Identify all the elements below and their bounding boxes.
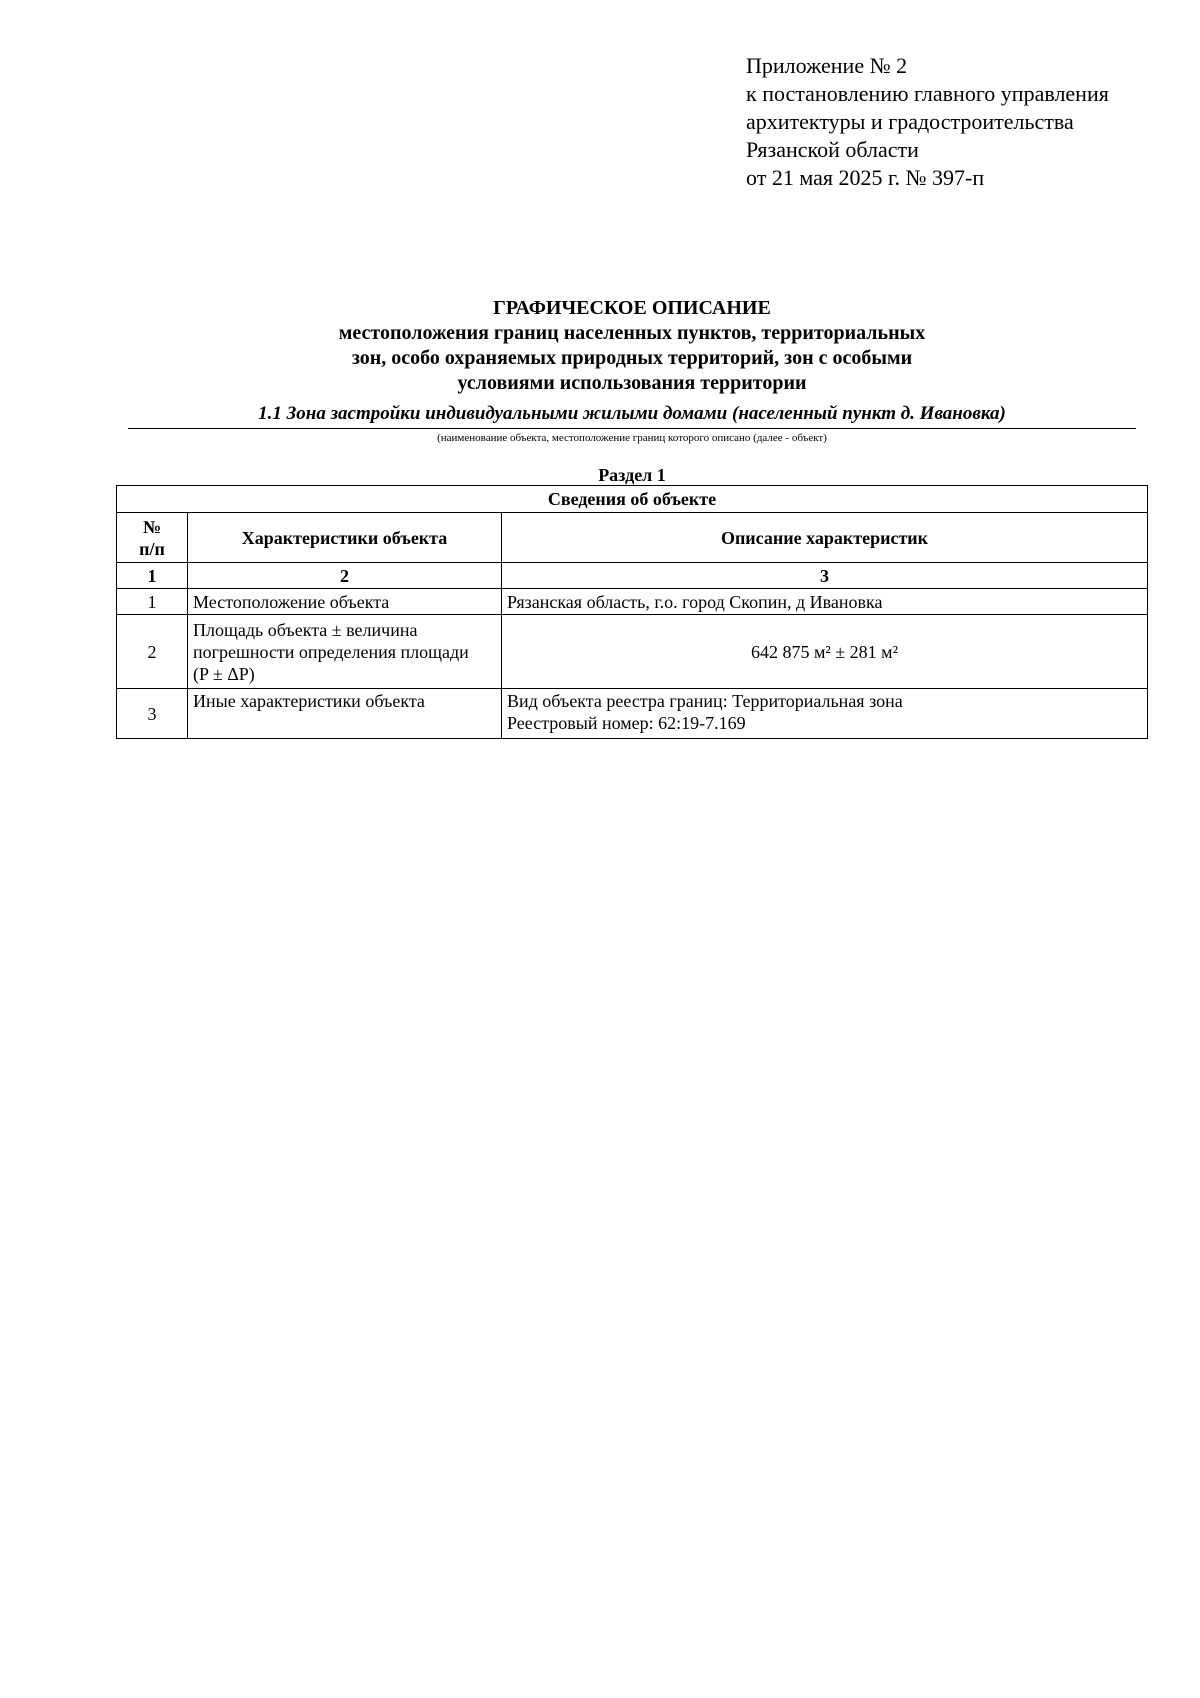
row-description-line-1: Вид объекта реестра границ: Территориальная зона	[507, 691, 903, 711]
row-description	[502, 689, 1148, 739]
header-num	[117, 513, 188, 563]
header-num-line-1: №	[142, 516, 162, 537]
row-num: 2	[117, 615, 188, 689]
table-row	[117, 615, 1148, 689]
row-characteristic	[188, 615, 502, 689]
row-characteristic-line-3: (P ± ΔP)	[193, 663, 255, 684]
document-title: ГРАФИЧЕСКОЕ ОПИСАНИЕ	[493, 297, 771, 319]
table-header-row	[117, 513, 1148, 563]
table-row	[117, 589, 1148, 615]
appendix-region: Рязанской области	[746, 137, 919, 162]
header-characteristics: Характеристики объекта	[188, 513, 502, 563]
row-description: 642 875 м² ± 281 м²	[502, 615, 1148, 689]
document-heading	[130, 296, 1134, 396]
document-subtitle-line-1: местоположения границ населенных пунктов, территориальных	[338, 322, 926, 344]
appendix-number: Приложение № 2	[746, 53, 908, 78]
document-subtitle-line-3: условиями использования территории	[457, 372, 807, 394]
object-info-table	[116, 485, 1148, 739]
row-characteristic-line-2: погрешности определения площади	[193, 641, 469, 662]
row-characteristic-line-1: Площадь объекта ± величина	[193, 619, 418, 640]
appendix-header	[746, 52, 1186, 192]
column-number-2: 2	[188, 563, 502, 589]
appendix-date: от 21 мая 2025 г. № 397-п	[746, 165, 985, 190]
section-title: Раздел 1	[598, 465, 666, 485]
appendix-resolution-ref: к постановлению главного управления	[746, 81, 1109, 106]
document-subtitle-line-2: зон, особо охраняемых природных территорий, зон с особыми	[351, 347, 913, 369]
column-number-row	[117, 563, 1148, 589]
row-description: Рязанская область, г.о. город Скопин, д Ивановка	[502, 589, 1148, 615]
appendix-department: архитектуры и градостроительства	[746, 109, 1074, 134]
table-caption-row	[117, 486, 1148, 513]
row-num: 1	[117, 589, 188, 615]
column-number-1: 1	[117, 563, 188, 589]
row-characteristic: Местоположение объекта	[188, 589, 502, 615]
object-name-note: (наименование объекта, местоположение границ которого описано (далее - объект)	[437, 432, 827, 444]
header-num-line-2: п/п	[139, 538, 165, 559]
row-num: 3	[117, 689, 188, 739]
header-description: Описание характеристик	[502, 513, 1148, 563]
object-name: 1.1 Зона застройки индивидуальными жилыми домами (населенный пункт д. Ивановка)	[128, 402, 1136, 429]
table-row	[117, 689, 1148, 739]
column-number-3: 3	[502, 563, 1148, 589]
table-caption: Сведения об объекте	[117, 486, 1148, 513]
row-characteristic: Иные характеристики объекта	[188, 689, 502, 739]
row-description-line-2: Реестровый номер: 62:19-7.169	[507, 713, 746, 733]
